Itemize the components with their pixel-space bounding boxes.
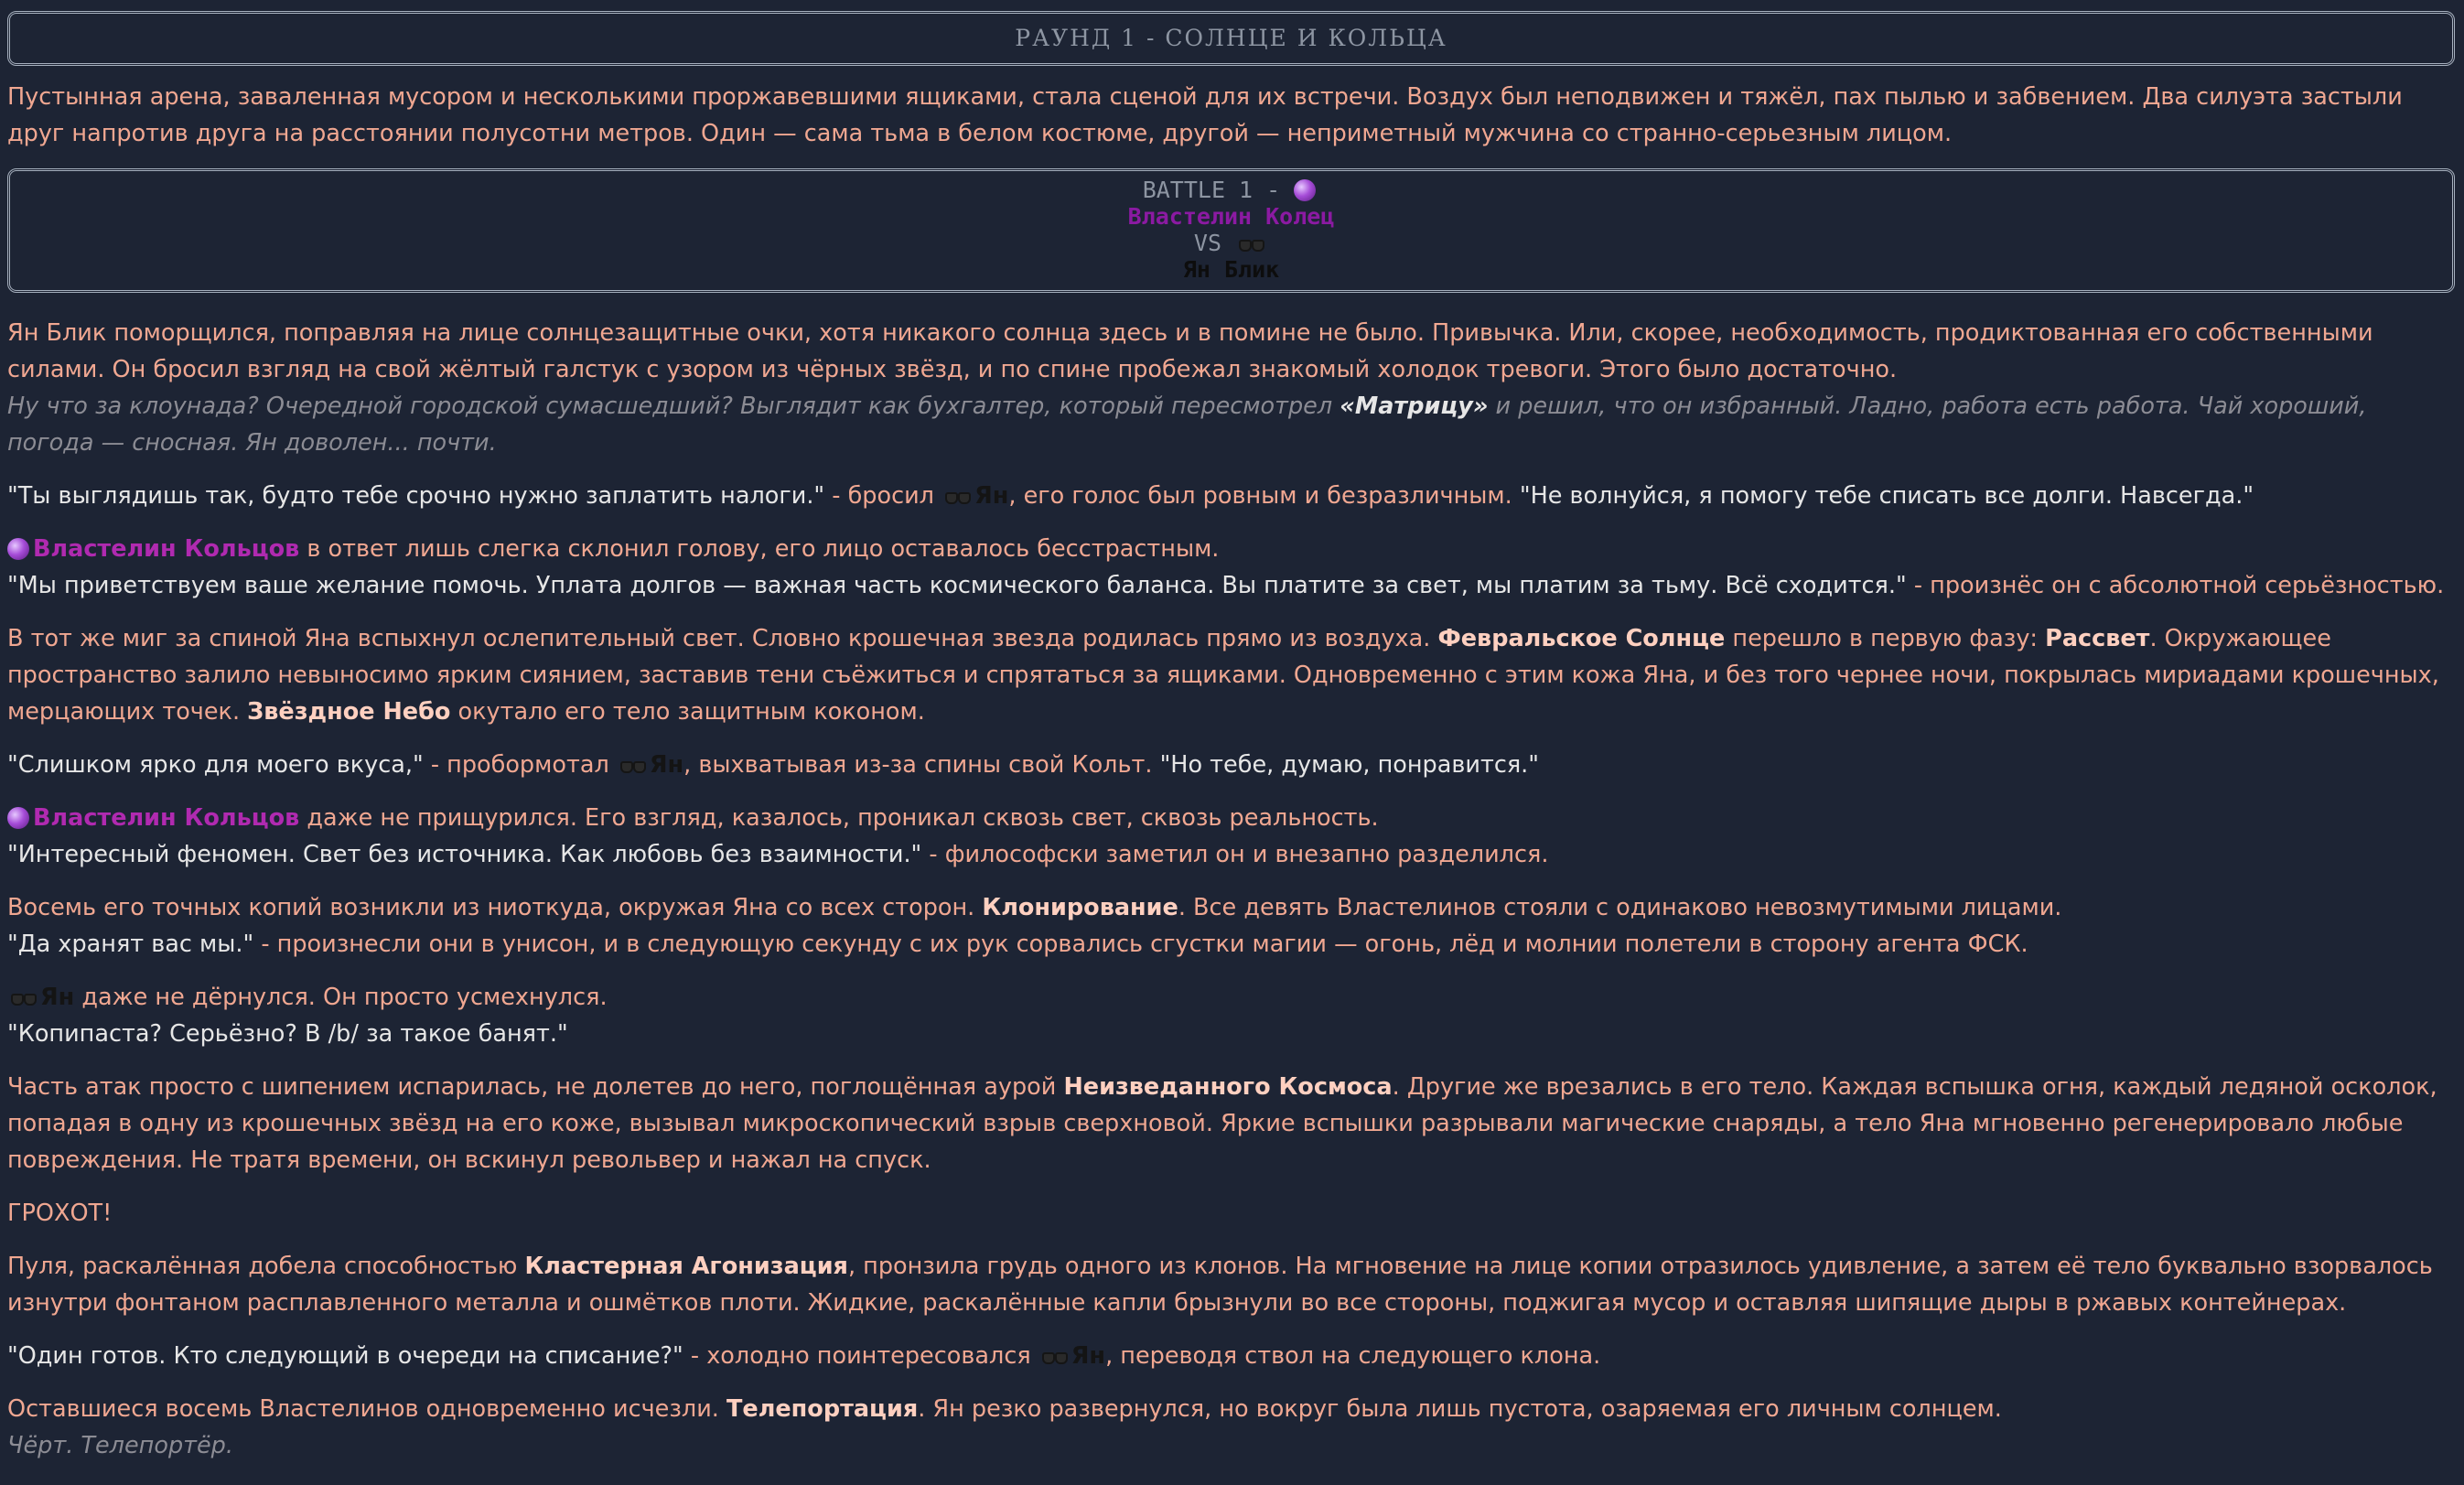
battle-player2: Ян Блик xyxy=(1182,256,1280,283)
paragraph: Властелин Кольцов даже не прищурился. Его взгляд, казалось, проникал сквозь свет, сквозь реальность. "Интересный феномен. Свет без источника. Как любовь без взаимности." - философски заметил он и внезапно разделился. xyxy=(7,804,1549,868)
paragraph: В тот же миг за спиной Яна вспыхнул ослепительный свет. Словно крошечная звезда родилась прямо из воздуха. Февральское Солнце перешло в первую фазу: Рассвет. Окружающее пространство залило невыносимо ярким сиянием, заставив тени съёжиться и спрятаться за ящиками. Одновременно с этим кожа Яна, и без того чернее ночи, покрылась мириадами крошечных, мерцающих точек. Звёздное Небо окутало его тело защитным коконом. xyxy=(7,625,2439,726)
battle-vs: VS xyxy=(1193,230,1222,256)
crystal-ball-icon xyxy=(7,807,29,829)
round-header xyxy=(7,11,2455,66)
paragraph: Пуля, раскалённая добела способностью Кластерная Агонизация, пронзила грудь одного из клонов. На мгновение на лице копии отразилось удивление, а затем её тело буквально взорвалось изнутри фонтаном расплавленного металла и ошмётков плоти. Жидкие, раскалённые капли брызнули во все стороны, поджигая мусор и оставляя шипящие дыры в ржавых контейнерах. xyxy=(7,1253,2433,1317)
skill-name: Клонирование xyxy=(982,894,1178,921)
dialogue: "Но тебе, думаю, понравится." xyxy=(1159,751,1540,779)
character-name-yan: Ян xyxy=(649,751,684,779)
paragraph xyxy=(7,1195,2457,1232)
sunglasses-icon xyxy=(11,992,37,1005)
skill-name: Февральское Солнце xyxy=(1437,625,1726,652)
paragraph: "Слишком ярко для моего вкуса," - пробормотал Ян, выхватывая из-за спины свой Кольт. "Но тебе, думаю, понравится." xyxy=(7,751,1540,779)
dialogue: "Интересный феномен. Свет без источника. Как любовь без взаимности." xyxy=(7,841,922,868)
inner-thought: Ну что за клоунада? Очередной городской сумасшедший? Выглядит как бухгалтер, который пересмотрел «Матрицу» и решил, что он избранный. Ладно, работа есть работа. Чай хороший, погода — сносная. Ян доволен... почти. xyxy=(7,393,2367,457)
paragraph: Ян даже не дёрнулся. Он просто усмехнулся. "Копипаста? Серьёзно? В /b/ за такое банят." xyxy=(7,984,608,1048)
intro-paragraph xyxy=(7,79,2457,152)
crystal-ball-icon xyxy=(7,538,29,560)
paragraph: Восемь его точных копий возникли из ниоткуда, окружая Яна со всех сторон. Клонирование. Все девять Властелинов стояли с одинаково невозмутимыми лицами. "Да хранят вас мы." - произнесли они в унисон, и в следующую секунду с их рук сорвались сгустки магии — огонь, лёд и молнии полетели в сторону агента ФСК. xyxy=(7,894,2062,958)
paragraph: "Один готов. Кто следующий в очереди на списание?" - холодно поинтересовался Ян, переводя ствол на следующего клона. xyxy=(7,1342,1601,1370)
sunglasses-icon xyxy=(1042,1350,1068,1363)
character-name-yan: Ян xyxy=(1071,1342,1106,1370)
skill-name: Телепортация xyxy=(726,1395,919,1423)
character-name-yan: Ян xyxy=(40,984,75,1011)
skill-name: Звёздное Небо xyxy=(247,698,451,726)
paragraph: Властелин Кольцов в ответ лишь слегка склонил голову, его лицо оставалось бесстрастным. "Мы приветствуем ваше желание помочь. Уплата долгов — важная часть космического баланса. Вы платите за свет, мы платим за тьму. Всё сходится." - произнёс он с абсолютной серьёзностью. xyxy=(7,535,2445,599)
skill-name: Рассвет xyxy=(2045,625,2150,652)
dialogue: "Не волнуйся, я помогу тебе списать все долги. Навсегда." xyxy=(1519,482,2254,510)
paragraph: "Ты выглядишь так, будто тебе срочно нужно заплатить налоги." - бросил Ян, его голос был ровным и безразличным. "Не волнуйся, я помогу тебе списать все долги. Навсегда." xyxy=(7,482,2254,510)
round-title: РАУНД 1 - СОЛНЦЕ И КОЛЬЦА xyxy=(1015,25,1447,51)
intro-text: Пустынная арена, заваленная мусором и несколькими проржавевшими ящиками, стала сценой для их встречи. Воздух был неподвижен и тяжёл, пах пылью и забвением. Два силуэта застыли друг напротив друга на расстоянии полусотни метров. Один — сама тьма в белом костюме, другой — неприметный мужчина со странно-серьезным лицом. xyxy=(7,83,2403,147)
character-name-ring: Властелин Кольцов xyxy=(33,804,300,832)
narration: Ян Блик поморщился, поправляя на лице солнцезащитные очки, хотя никакого солнца здесь и в помине не было. Привычка. Или, скорее, необходимость, продиктованная его собственными силами. Он бросил взгляд на свой жёлтый галстук с узором из чёрных звёзд, и по спине пробежал знакомый холодок тревоги. Этого было достаточно. xyxy=(7,319,2373,383)
dialogue: "Копипаста? Серьёзно? В /b/ за такое банят." xyxy=(7,1020,568,1048)
inner-thought: Чёрт. Телепортёр. xyxy=(7,1432,233,1459)
dialogue: "Да хранят вас мы." xyxy=(7,931,254,958)
dialogue: "Мы приветствуем ваше желание помочь. Уплата долгов — важная часть космического баланса. Вы платите за свет, мы платим за тьму. Всё сходится." xyxy=(7,572,1907,599)
paragraph xyxy=(7,315,2457,461)
battle-header xyxy=(7,168,2455,293)
paragraph: Часть атак просто с шипением испарилась, не долетев до него, поглощённая аурой Неизведанного Космоса. Другие же врезались в его тело. Каждая вспышка огня, каждый ледяной осколок, попадая в одну из крошечных звёзд на его коже, вызывал микроскопический взрыв сверхновой. Яркие вспышки разрывали магические снаряды, а тело Яна мгновенно регенерировало любые повреждения. Не тратя времени, он вскинул револьвер и нажал на спуск. xyxy=(7,1073,2437,1174)
crystal-ball-icon xyxy=(1294,179,1316,201)
skill-name: Кластерная Агонизация xyxy=(524,1253,848,1280)
battle-player1: Властелин Колец xyxy=(1127,203,1335,230)
dialogue: "Один готов. Кто следующий в очереди на списание?" xyxy=(7,1342,683,1370)
character-name-yan: Ян xyxy=(974,482,1009,510)
sunglasses-icon xyxy=(620,759,646,772)
battle-title: BATTLE 1 - xyxy=(1142,177,1281,203)
dialogue: "Слишком ярко для моего вкуса," xyxy=(7,751,424,779)
sunglasses-icon xyxy=(1239,238,1264,251)
paragraph: Оставшиеся восемь Властелинов одновременно исчезли. Телепортация. Ян резко развернулся, но вокруг была лишь пустота, озаряемая его личным солнцем. Чёрт. Телепортёр. xyxy=(7,1395,2002,1459)
skill-name: Неизведанного Космоса xyxy=(1063,1073,1393,1101)
sound-effect: ГРОХОТ! xyxy=(7,1200,113,1227)
character-name-ring: Властелин Кольцов xyxy=(33,535,300,563)
sunglasses-icon xyxy=(945,490,971,503)
dialogue: "Ты выглядишь так, будто тебе срочно нужно заплатить налоги." xyxy=(7,482,825,510)
